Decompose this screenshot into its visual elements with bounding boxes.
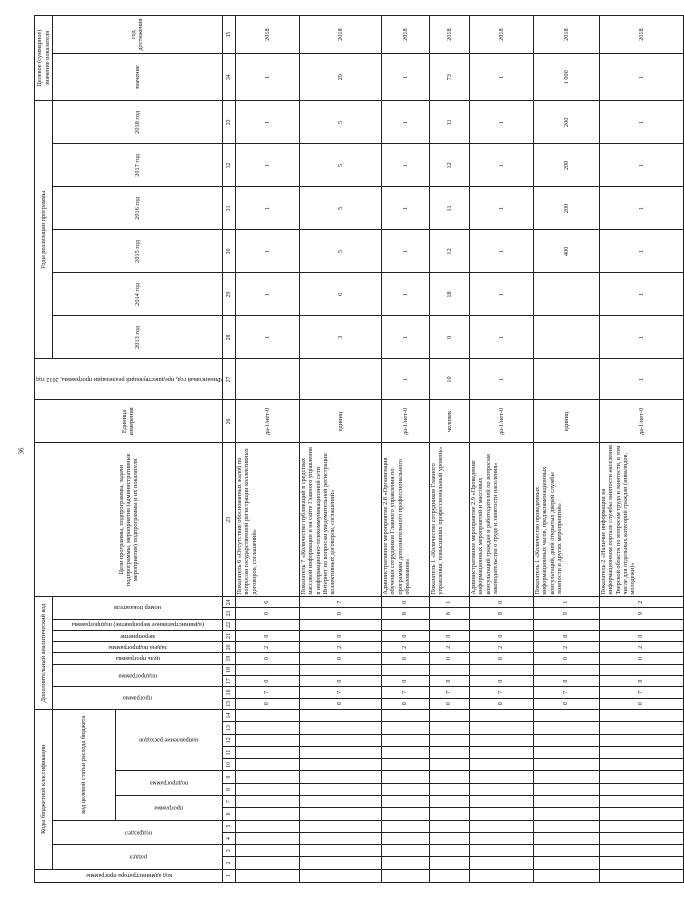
row-target-year: 2018 <box>469 16 533 54</box>
dac-digit <box>533 619 599 630</box>
header-subprogram: подпрограмма <box>115 771 222 796</box>
dac-digit: 0 <box>533 630 599 641</box>
dac-digit <box>469 619 533 630</box>
table-row <box>599 16 683 883</box>
dac-digit: 7 <box>599 687 683 698</box>
dac-digit: 0 <box>469 653 533 664</box>
column-number: 16 <box>222 687 235 698</box>
column-number: 21 <box>222 630 235 641</box>
row-year-value: 1 <box>599 316 683 359</box>
dac-digit: 0 <box>235 630 299 641</box>
row-prev-year: 1 <box>599 359 683 400</box>
dac-digit <box>381 664 429 675</box>
column-number: 30 <box>222 230 235 273</box>
dac-digit: 0 <box>235 676 299 687</box>
dac-digit: 0 <box>533 698 599 709</box>
row-target-value: 73 <box>429 54 469 101</box>
dac-digit: 7 <box>469 687 533 698</box>
row-year-value: 1 <box>235 187 299 230</box>
row-year-value: 18 <box>429 273 469 316</box>
row-unit: да-1/нет-0 <box>235 400 299 443</box>
dac-digit: 7 <box>235 687 299 698</box>
column-number: 19 <box>222 653 235 664</box>
header-years-group: Годы реализации программы <box>35 101 53 359</box>
column-number: 1 <box>222 869 235 882</box>
dac-digit: 8 <box>429 608 469 619</box>
header-dac-program: программа <box>53 687 223 710</box>
header-year-2017: 2017 год <box>53 144 223 187</box>
dac-digit <box>235 664 299 675</box>
row-year-value: 1 <box>469 273 533 316</box>
dac-digit: 2 <box>599 642 683 653</box>
row-description: Показатель 7 «Количество публикаций в средствах массовой информации и на сайте Главного управления в информационно-телекоммуникационной сети Интернет по вопросам уведомительной регистрации коллективных договоров, соглашений» <box>299 443 381 597</box>
dac-digit: 7 <box>429 687 469 698</box>
table-row <box>299 16 381 883</box>
row-year-value: 1 <box>469 144 533 187</box>
row-target-value: 29 <box>299 54 381 101</box>
header-goals: Цели программы, подпрограммы, задачи подпрограммы, мероприятия (административные мероприятия) подпрограммы и их показатели <box>35 443 223 597</box>
dac-digit <box>299 664 381 675</box>
row-year-value: 400 <box>533 230 599 273</box>
column-number: 34 <box>222 54 235 101</box>
header-dac-indicator: номер показателя <box>53 597 223 620</box>
row-description: Административное мероприятие 2.9 «Проведение информационных мероприятий и массовых консультаций граждан и работодателей по вопросам законодательства о труде и занятости населения» <box>469 443 533 597</box>
column-number: 32 <box>222 144 235 187</box>
column-number: 24 <box>222 597 235 608</box>
row-description: Административное мероприятие 2.8 «Организация обучения сотрудников Главного управления по программам дополнительного профессионального образования» <box>381 443 429 597</box>
header-budget-codes: Коды бюджетной классификации <box>35 709 53 869</box>
row-year-value: 1 <box>381 101 429 144</box>
dac-digit: 0 <box>469 676 533 687</box>
column-number: 15 <box>222 698 235 709</box>
dac-digit: 2 <box>599 597 683 608</box>
dac-digit: 0 <box>429 630 469 641</box>
row-description: Показатель 2 «Наличие информации на информационном портале службы занятости населения Тверской области по вопросам труда и занятости, в том числе для отдельных категорий граждан (инвалидов, молодежи)» <box>599 443 683 597</box>
dac-digit <box>599 619 683 630</box>
row-target-value: 1 000 <box>533 54 599 101</box>
row-unit: да-1/нет-0 <box>381 400 429 443</box>
header-direction: направление расходов <box>115 709 222 771</box>
row-year-value: 9 <box>429 316 469 359</box>
row-unit: единиц <box>533 400 599 443</box>
dac-digit <box>469 664 533 675</box>
header-section: раздел <box>53 845 223 870</box>
column-number: 9 <box>222 771 235 783</box>
table-row <box>235 16 299 883</box>
column-number: 18 <box>222 664 235 675</box>
dac-digit: 0 <box>299 608 381 619</box>
row-year-value: 200 <box>533 101 599 144</box>
row-year-value: 1 <box>381 230 429 273</box>
header-admin-code: код администратора программы <box>35 869 223 882</box>
column-number: 10 <box>222 759 235 771</box>
row-year-value: 1 <box>381 187 429 230</box>
header-subsection: подраздел <box>53 820 223 845</box>
header-year-2014: 2014 год <box>53 273 223 316</box>
dac-digit: 2 <box>469 642 533 653</box>
dac-digit: 0 <box>299 698 381 709</box>
header-dac-event: мероприятие <box>53 630 223 641</box>
row-year-value: 1 <box>235 101 299 144</box>
column-number: 22 <box>222 619 235 630</box>
row-year-value: 12 <box>429 144 469 187</box>
row-target-value: 1 <box>381 54 429 101</box>
column-number: 33 <box>222 101 235 144</box>
dac-digit <box>429 664 469 675</box>
column-number: 26 <box>222 400 235 443</box>
row-year-value: 200 <box>533 187 599 230</box>
row-description: Показатель 6 «Отсутствие обоснованных жалоб по вопросам государственной регистрации коллективных договоров, соглашений» <box>235 443 299 597</box>
dac-digit: 0 <box>429 653 469 664</box>
row-year-value: 1 <box>599 187 683 230</box>
row-unit: единиц <box>299 400 381 443</box>
column-number: 3 <box>222 845 235 857</box>
dac-digit: 9 <box>599 608 683 619</box>
row-year-value: 1 <box>235 273 299 316</box>
dac-digit: 0 <box>599 630 683 641</box>
dac-digit <box>381 619 429 630</box>
row-year-value: 3 <box>299 316 381 359</box>
header-target-year: год достижения <box>53 16 223 54</box>
dac-digit: 2 <box>235 642 299 653</box>
column-number: 11 <box>222 746 235 758</box>
row-year-value: 1 <box>599 144 683 187</box>
header-year-2016: 2016 год <box>53 187 223 230</box>
column-number: 12 <box>222 734 235 746</box>
header-target-code: код целевой статьи расхода бюджета <box>53 709 116 820</box>
row-year-value: 1 <box>469 187 533 230</box>
row-prev-year <box>235 359 299 400</box>
dac-digit: 0 <box>235 608 299 619</box>
row-year-value <box>533 316 599 359</box>
dac-digit: 0 <box>469 630 533 641</box>
row-prev-year <box>299 359 381 400</box>
row-year-value: 1 <box>599 230 683 273</box>
column-number: 14 <box>222 709 235 721</box>
dac-digit: 2 <box>299 642 381 653</box>
row-year-value: 1 <box>469 316 533 359</box>
row-year-value: 5 <box>299 187 381 230</box>
header-dac-task-subprogram: задача подпрограммы <box>53 642 223 653</box>
header-prev-year: Финансовый год, предшествующий реализации программы, 2012 год <box>35 359 223 400</box>
header-target-group: Целевое (суммарное) значение показателя <box>35 16 53 101</box>
column-number: 6 <box>222 808 235 820</box>
row-prev-year: 1 <box>381 359 429 400</box>
header-year-2015: 2015 год <box>53 230 223 273</box>
column-number: 7 <box>222 796 235 808</box>
dac-digit: 0 <box>469 698 533 709</box>
row-year-value: 200 <box>533 144 599 187</box>
dac-digit: 0 <box>299 653 381 664</box>
row-target-value: 1 <box>469 54 533 101</box>
dac-digit: 0 <box>235 698 299 709</box>
column-number-row <box>222 16 235 883</box>
dac-digit <box>429 619 469 630</box>
dac-digit <box>235 619 299 630</box>
dac-digit: 6 <box>235 597 299 608</box>
dac-digit: 8 <box>381 608 429 619</box>
dac-digit: 0 <box>299 630 381 641</box>
row-year-value: 1 <box>381 316 429 359</box>
row-prev-year <box>533 359 599 400</box>
program-indicator-table <box>34 15 684 883</box>
row-year-value: 6 <box>299 273 381 316</box>
row-target-value: 1 <box>235 54 299 101</box>
header-year-2013: 2013 год <box>53 316 223 359</box>
header-unit: Единица измерения <box>35 400 223 443</box>
row-description: Показатель 1 «Количество сотрудников Главного управления, повысивших профессиональный уровень» <box>429 443 469 597</box>
row-target-value: 1 <box>599 54 683 101</box>
header-dac-admin-event: (административное мероприятие) подпрограммы <box>53 619 223 630</box>
column-number: 8 <box>222 783 235 795</box>
table-row <box>469 16 533 883</box>
dac-digit: 0 <box>599 698 683 709</box>
header-program: программа <box>115 796 222 821</box>
dac-digit: 0 <box>235 653 299 664</box>
header-dac-subprogram: подпрограмма <box>53 664 223 687</box>
dac-digit: 7 <box>533 687 599 698</box>
dac-digit: 2 <box>381 642 429 653</box>
dac-digit: 1 <box>429 597 469 608</box>
row-year-value: 1 <box>235 316 299 359</box>
column-number: 28 <box>222 316 235 359</box>
table-row <box>429 16 469 883</box>
dac-digit: 9 <box>533 608 599 619</box>
dac-digit: 0 <box>599 653 683 664</box>
dac-digit: 2 <box>429 642 469 653</box>
dac-digit: 0 <box>381 630 429 641</box>
dac-digit: 0 <box>381 676 429 687</box>
dac-digit <box>599 664 683 675</box>
column-number: 5 <box>222 820 235 832</box>
header-target-value: значение <box>53 54 223 101</box>
row-year-value: 5 <box>299 101 381 144</box>
dac-digit: 7 <box>299 687 381 698</box>
dac-digit: 7 <box>299 597 381 608</box>
column-number: 29 <box>222 273 235 316</box>
dac-digit: 7 <box>381 687 429 698</box>
column-number: 4 <box>222 832 235 844</box>
dac-digit: 0 <box>381 653 429 664</box>
header-dac-task-program: цель программы <box>53 653 223 664</box>
page-number: 36 <box>17 447 26 455</box>
row-prev-year: 1 <box>469 359 533 400</box>
column-number: 27 <box>222 359 235 400</box>
row-year-value: 1 <box>599 273 683 316</box>
table-row <box>381 16 429 883</box>
dac-digit: 0 <box>533 676 599 687</box>
row-year-value: 11 <box>429 101 469 144</box>
column-number: 25 <box>222 443 235 597</box>
row-target-year: 2018 <box>533 16 599 54</box>
row-year-value: 12 <box>429 230 469 273</box>
table-row <box>533 16 599 883</box>
column-number: 17 <box>222 676 235 687</box>
dac-digit: 0 <box>469 597 533 608</box>
dac-digit: 0 <box>381 698 429 709</box>
row-unit: да-1/нет-0 <box>469 400 533 443</box>
dac-digit: 2 <box>533 642 599 653</box>
row-target-year: 2018 <box>299 16 381 54</box>
header-year-2018: 2018 год <box>53 101 223 144</box>
row-year-value: 1 <box>235 230 299 273</box>
row-prev-year: 10 <box>429 359 469 400</box>
row-year-value: 1 <box>381 144 429 187</box>
row-target-year: 2018 <box>429 16 469 54</box>
row-description: Показатель 1 «Количество проведенных информационных часов, предэкзаменационных консультаций, дней открытых дверей службы занятости и других мероприятий» <box>533 443 599 597</box>
row-unit: да-1/нет-0 <box>599 400 683 443</box>
row-year-value: 1 <box>469 230 533 273</box>
dac-digit: 0 <box>429 676 469 687</box>
rotated-table-wrapper <box>34 15 645 883</box>
row-year-value: 5 <box>299 230 381 273</box>
dac-digit <box>299 619 381 630</box>
column-number: 23 <box>222 608 235 619</box>
dac-digit: 1 <box>533 597 599 608</box>
row-target-year: 2018 <box>381 16 429 54</box>
row-year-value: 1 <box>469 101 533 144</box>
row-year-value: 1 <box>599 101 683 144</box>
row-target-year: 2018 <box>599 16 683 54</box>
dac-digit: 9 <box>469 608 533 619</box>
row-year-value <box>533 273 599 316</box>
column-number: 31 <box>222 187 235 230</box>
row-year-value: 5 <box>299 144 381 187</box>
dac-digit: 0 <box>533 653 599 664</box>
dac-digit: 0 <box>599 676 683 687</box>
header-additional-code: Дополнительный аналитический код <box>35 597 53 710</box>
row-year-value: 1 <box>235 144 299 187</box>
row-year-value: 11 <box>429 187 469 230</box>
column-number: 2 <box>222 857 235 869</box>
column-number: 13 <box>222 722 235 734</box>
row-target-year: 2018 <box>235 16 299 54</box>
dac-digit: 0 <box>299 676 381 687</box>
column-number: 20 <box>222 642 235 653</box>
column-number: 35 <box>222 16 235 54</box>
dac-digit <box>533 664 599 675</box>
dac-digit: 0 <box>381 597 429 608</box>
dac-digit: 0 <box>429 698 469 709</box>
row-year-value: 1 <box>381 273 429 316</box>
row-unit: человек <box>429 400 469 443</box>
